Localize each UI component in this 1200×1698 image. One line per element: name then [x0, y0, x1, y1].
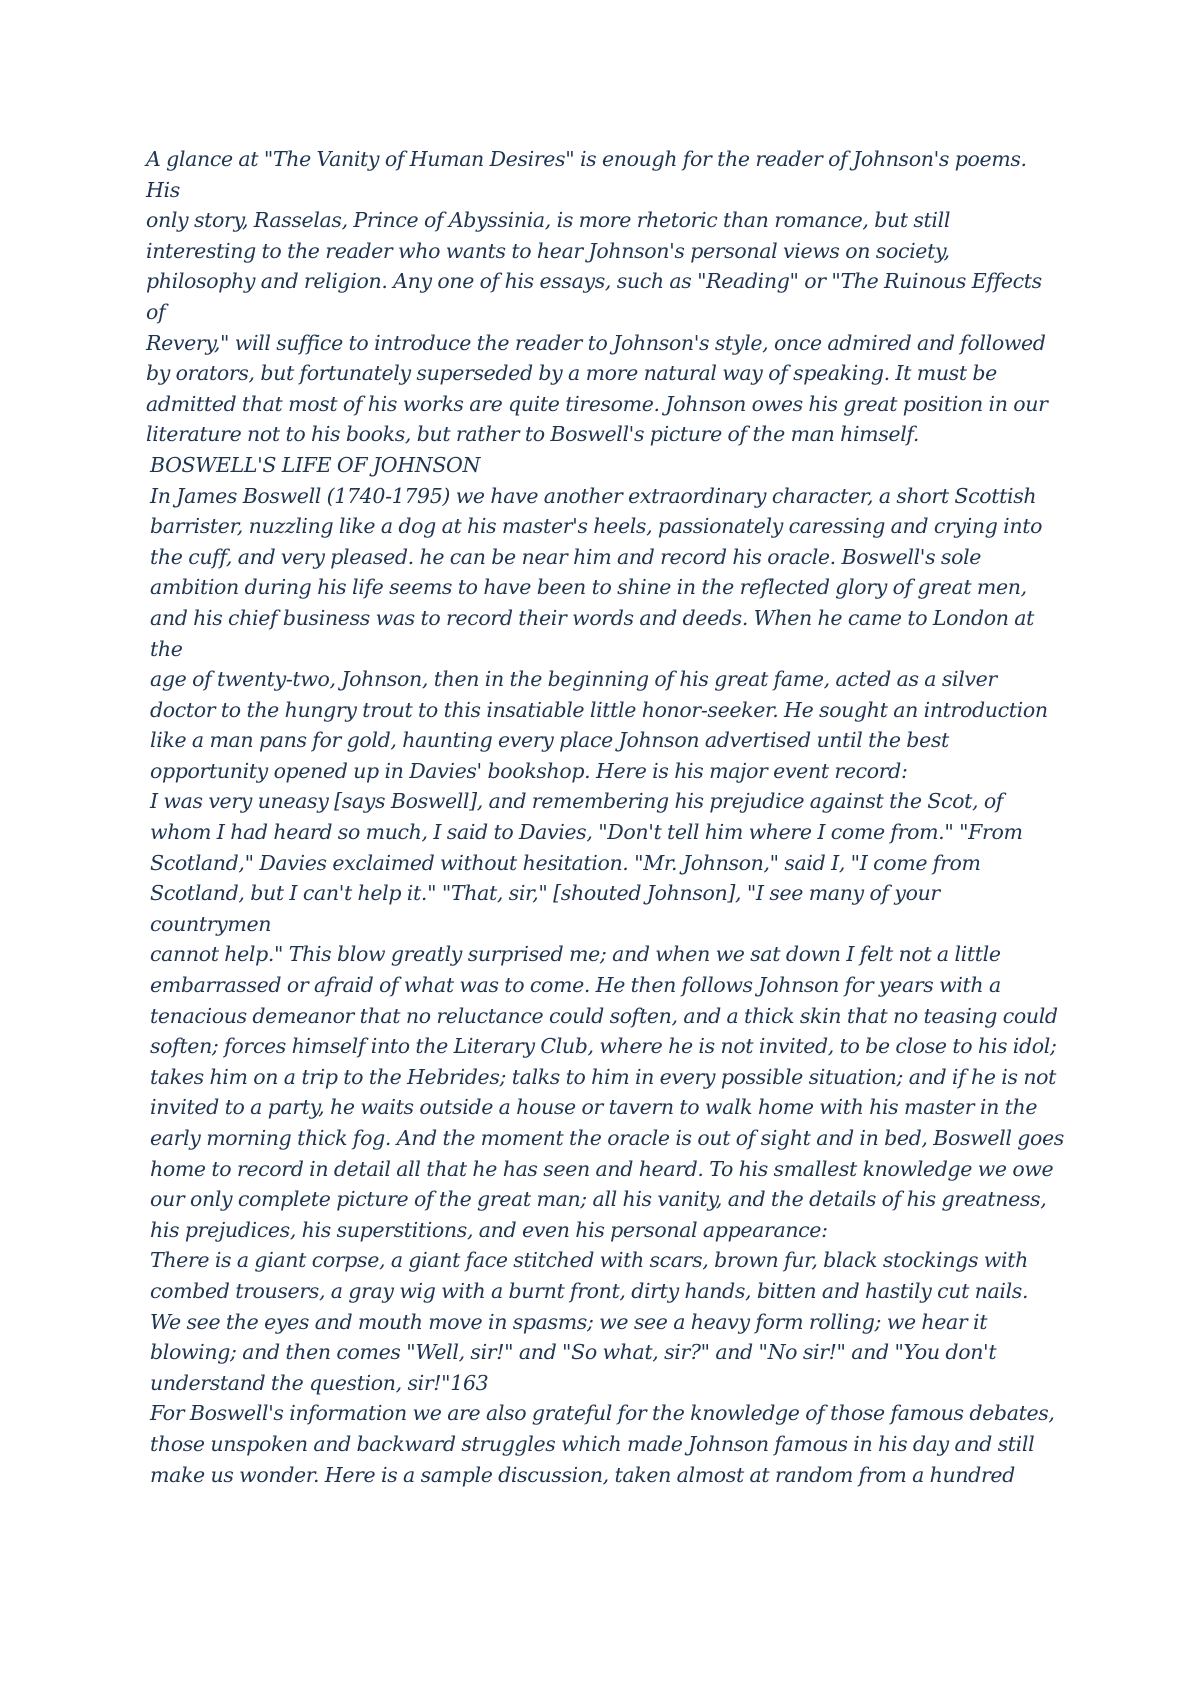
- paragraph-johnson-description: There is a giant corpse, a giant face stitched with scars, brown fur, black stockings with combed trousers, a gray wig with a burnt front, dirty hands, bitten and hastily cut nails. We see the eyes and mouth move in spasms; we see a heavy form rolling; we hear it blowing; and then comes "Well, sir!" and "So what, sir?" and "No sir!" and "You don't understand the question, sir!"163: [150, 1248, 1029, 1395]
- document-body: [146, 144, 1066, 1490]
- paragraph-johnson-works: A glance at "The Vanity of Human Desires" is enough for the reader of Johnson's poems. His only story, Rasselas, Prince of Abyssinia, is more rhetoric than romance, but still interesting to the reader who wants to hear Johnson's personal views on society, philosophy and religion. Any one of his essays, such as "Reading" or "The Ruinous Effects of Revery," will suffice to introduce the reader to Johnson's style, once admired and followed by orators, but fortunately superseded by a more natural way of speaking. It must be admitted that most of his works are quite tiresome. Johnson owes his great position in our literature not to his books, but rather to Boswell's picture of the man himself.: [146, 147, 1048, 447]
- section-heading: BOSWELL'S LIFE OF JOHNSON: [150, 452, 481, 477]
- paragraph-boswell-quote: I was very uneasy [says Boswell], and remembering his prejudice against the Scot, of whom I had heard so much, I said to Davies, "Don't tell him where I come from." "From Scotland," Davies exclaimed without hesitation. "Mr. Johnson," said I, "I come from Scotland, but I can't help it." "That, sir," [shouted Johnson], "I see many of your countrymen cannot help." This blow greatly surprised me; and when we sat down I felt not a little embarrassed or afraid of what was to come. He then follows Johnson for years with a tenacious demeanor that no reluctance could soften, and a thick skin that no teasing could soften; forces himself into the Literary Club, where he is not invited, to be close to his idol; takes him on a trip to the Hebrides; talks to him in every possible situation; and if he is not invited to a party, he waits outside a house or tavern to walk home with his master in the early morning thick fog. And the moment the oracle is out of sight and in bed, Boswell goes home to record in detail all that he has seen and heard. To his smallest knowledge we owe our only complete picture of the great man; all his vanity, and the details of his greatness, his prejudices, his superstitions, and even his personal appearance:: [150, 789, 1064, 1242]
- paragraph-debates: For Boswell's information we are also grateful for the knowledge of those famous debates, those unspoken and backward struggles which made Johnson famous in his day and still make us wonder. Here is a sample discussion, taken almost at random from a hundred: [150, 1401, 1055, 1487]
- paragraph-boswell-intro: In James Boswell (1740-1795) we have another extraordinary character, a short Scottish barrister, nuzzling like a dog at his master's heels, passionately caressing and crying into the cuff, and very pleased. he can be near him and record his oracle. Boswell's sole ambition during his life seems to have been to shine in the reflected glory of great men, and his chief business was to record their words and deeds. When he came to London at the age of twenty-two, Johnson, then in the beginning of his great fame, acted as a silver doctor to the hungry trout to this insatiable little honor-seeker. He sought an introduction like a man pans for gold, haunting every place Johnson advertised until the best opportunity opened up in Davies' bookshop. Here is his major event record:: [150, 483, 1048, 783]
